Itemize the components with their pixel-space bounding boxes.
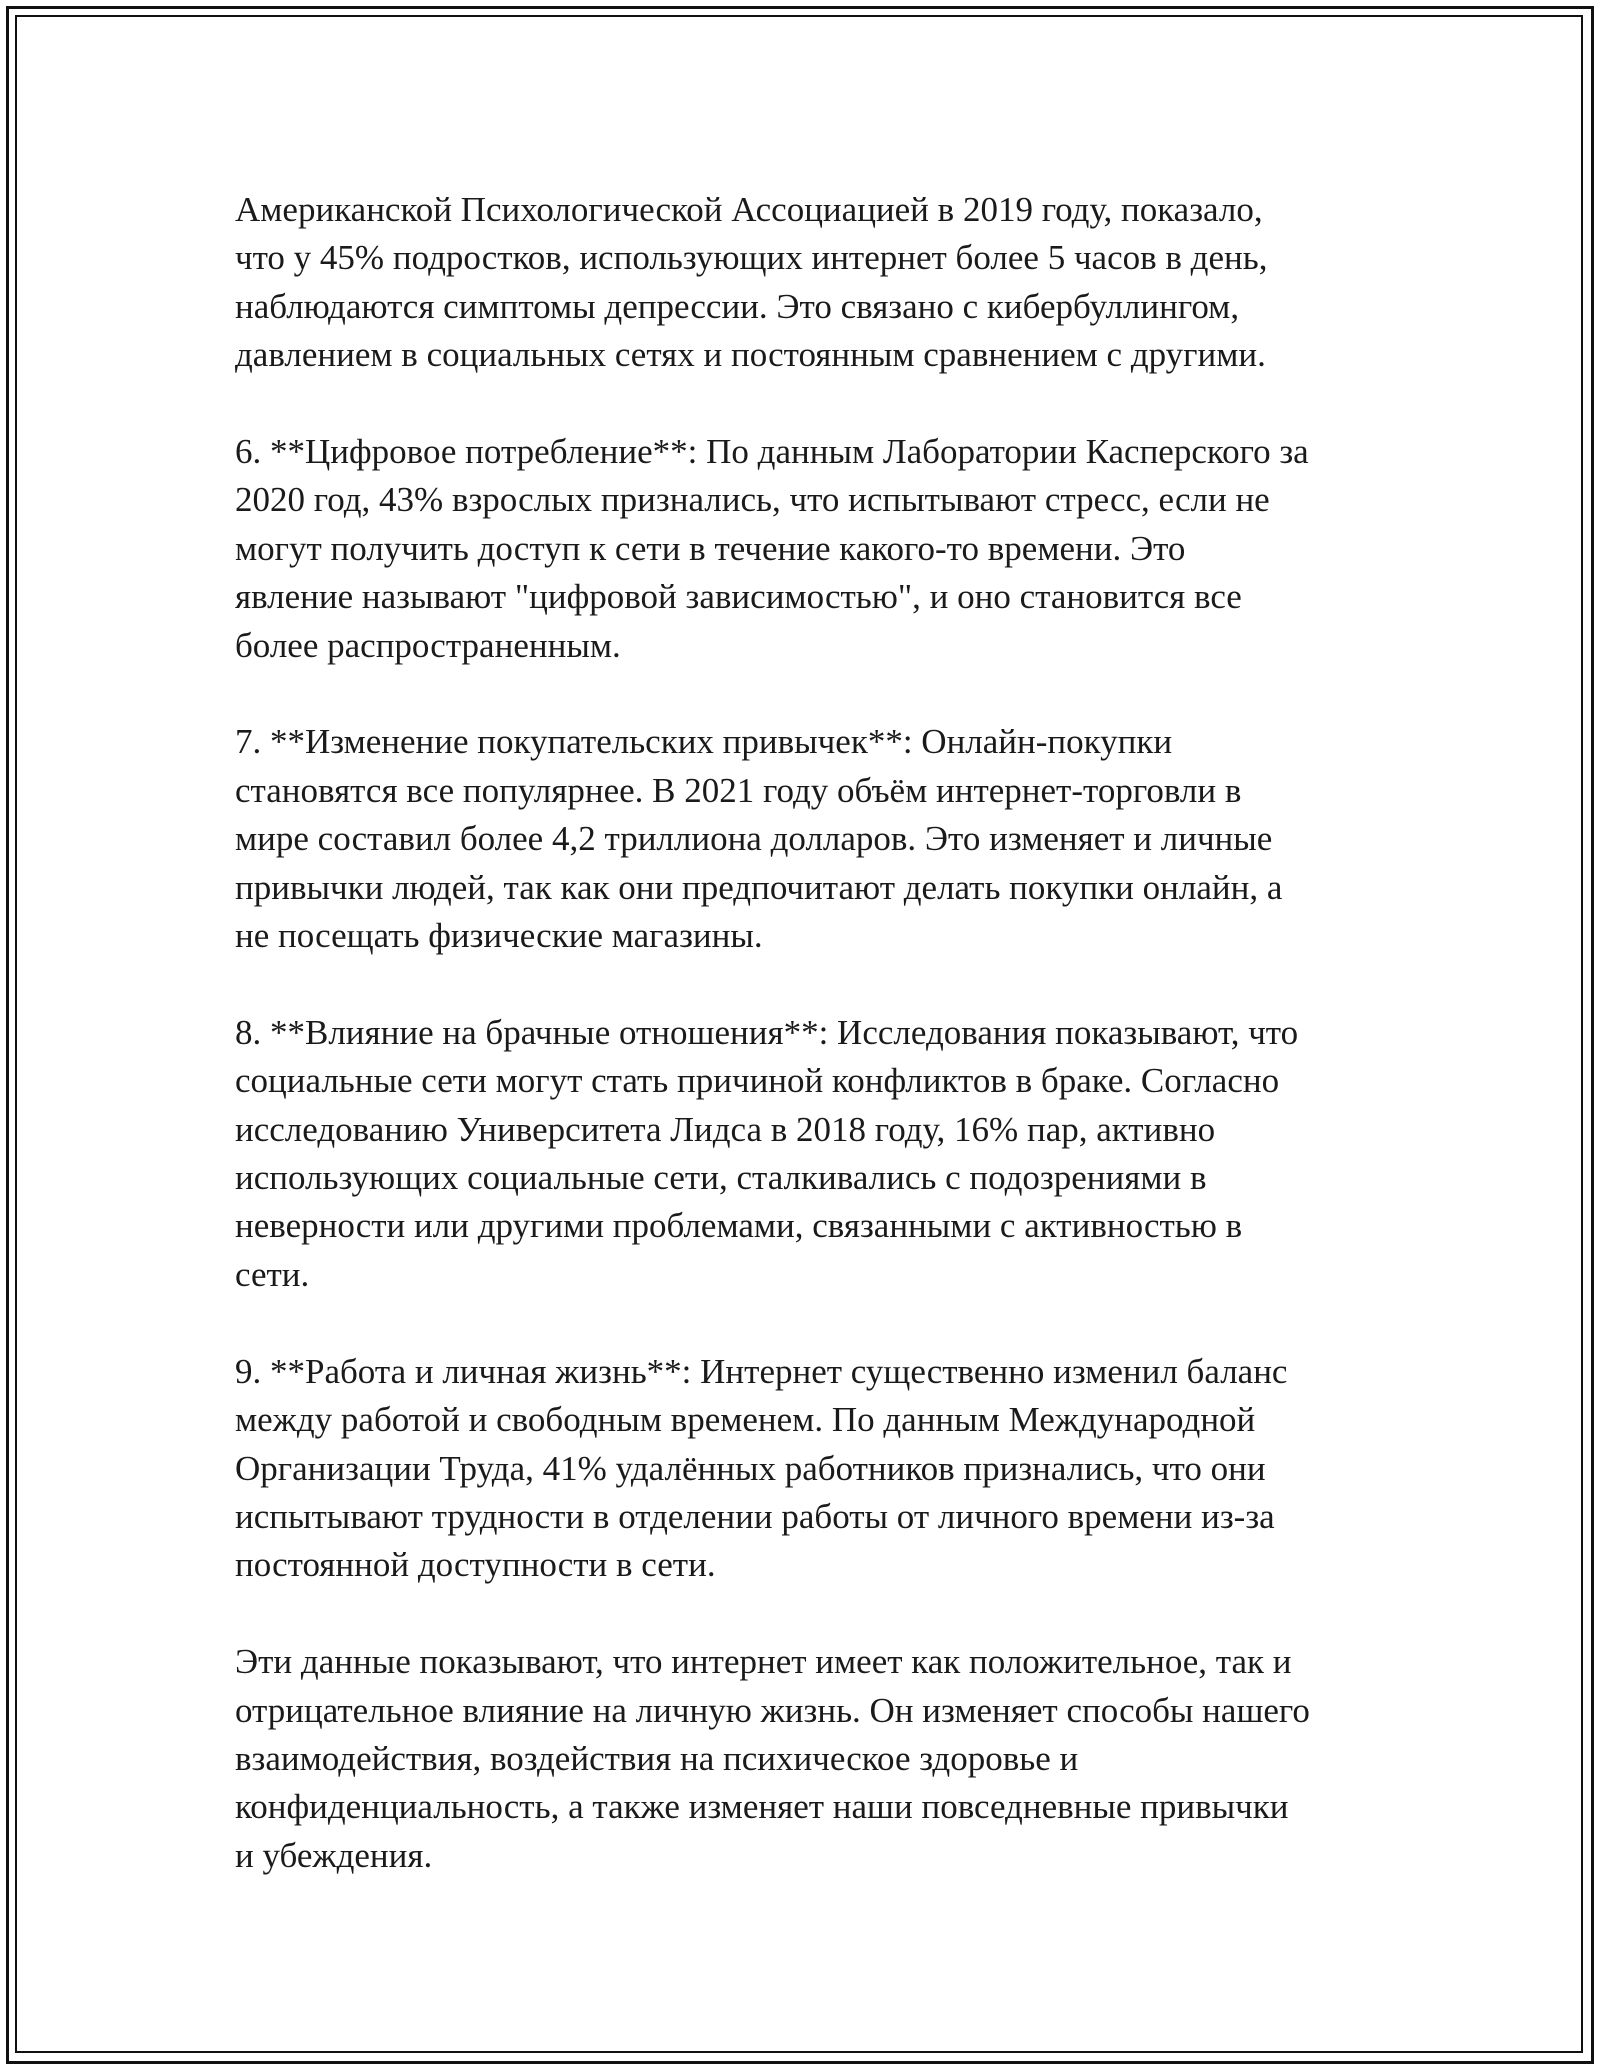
paragraph-marriage-relations: 8. **Влияние на брачные отношения**: Исследования показывают, что социальные сети могут стать причиной конфликтов в браке. Согласно исследованию Университета Лидса в 2018 году, 16% пар, активно использующих социальные сети, сталкивались с подозрениями в неверности или другими проблемами, связанными с активностью в сети. xyxy=(235,1012,1299,1294)
paragraph-depression-study: Американской Психологической Ассоциацией в 2019 году, показало, что у 45% подростков, использующих интернет более 5 часов в день, наблюдаются симптомы депрессии. Это связано с кибербуллингом, давлением в социальных сетях и постоянным сравнением с другими. xyxy=(235,190,1268,375)
document-body xyxy=(235,186,1370,1880)
paragraph-shopping-habits: 7. **Изменение покупательских привычек**: Онлайн-покупки становятся все популярнее. В 2021 году объём интернет-торговли в мире составил более 4,2 триллиона долларов. Это изменяет и личные привычки людей, так как они предпочитают делать покупки онлайн, а не посещать физические магазины. xyxy=(235,722,1283,956)
paragraph-work-life: 9. **Работа и личная жизнь**: Интернет существенно изменил баланс между работой и свободным временем. По данным Международной Организации Труда, 41% удалённых работников признались, что они испытывают трудности в отделении работы от личного времени из-за постоянной доступности в сети. xyxy=(235,1351,1288,1585)
paragraph-digital-consumption: 6. **Цифровое потребление**: По данным Лаборатории Касперского за 2020 год, 43% взрослых признались, что испытывают стресс, если не могут получить доступ к сети в течение какого-то времени. Это явление называют "цифровой зависимостью", и оно становится все более распространенным. xyxy=(235,432,1309,665)
paragraph-conclusion: Эти данные показывают, что интернет имеет как положительное, так и отрицательное влияние на личную жизнь. Он изменяет способы нашего взаимодействия, воздействия на психическое здоровье и конфиденциальность, а также изменяет наши повседневные привычки и убеждения. xyxy=(235,1642,1310,1875)
